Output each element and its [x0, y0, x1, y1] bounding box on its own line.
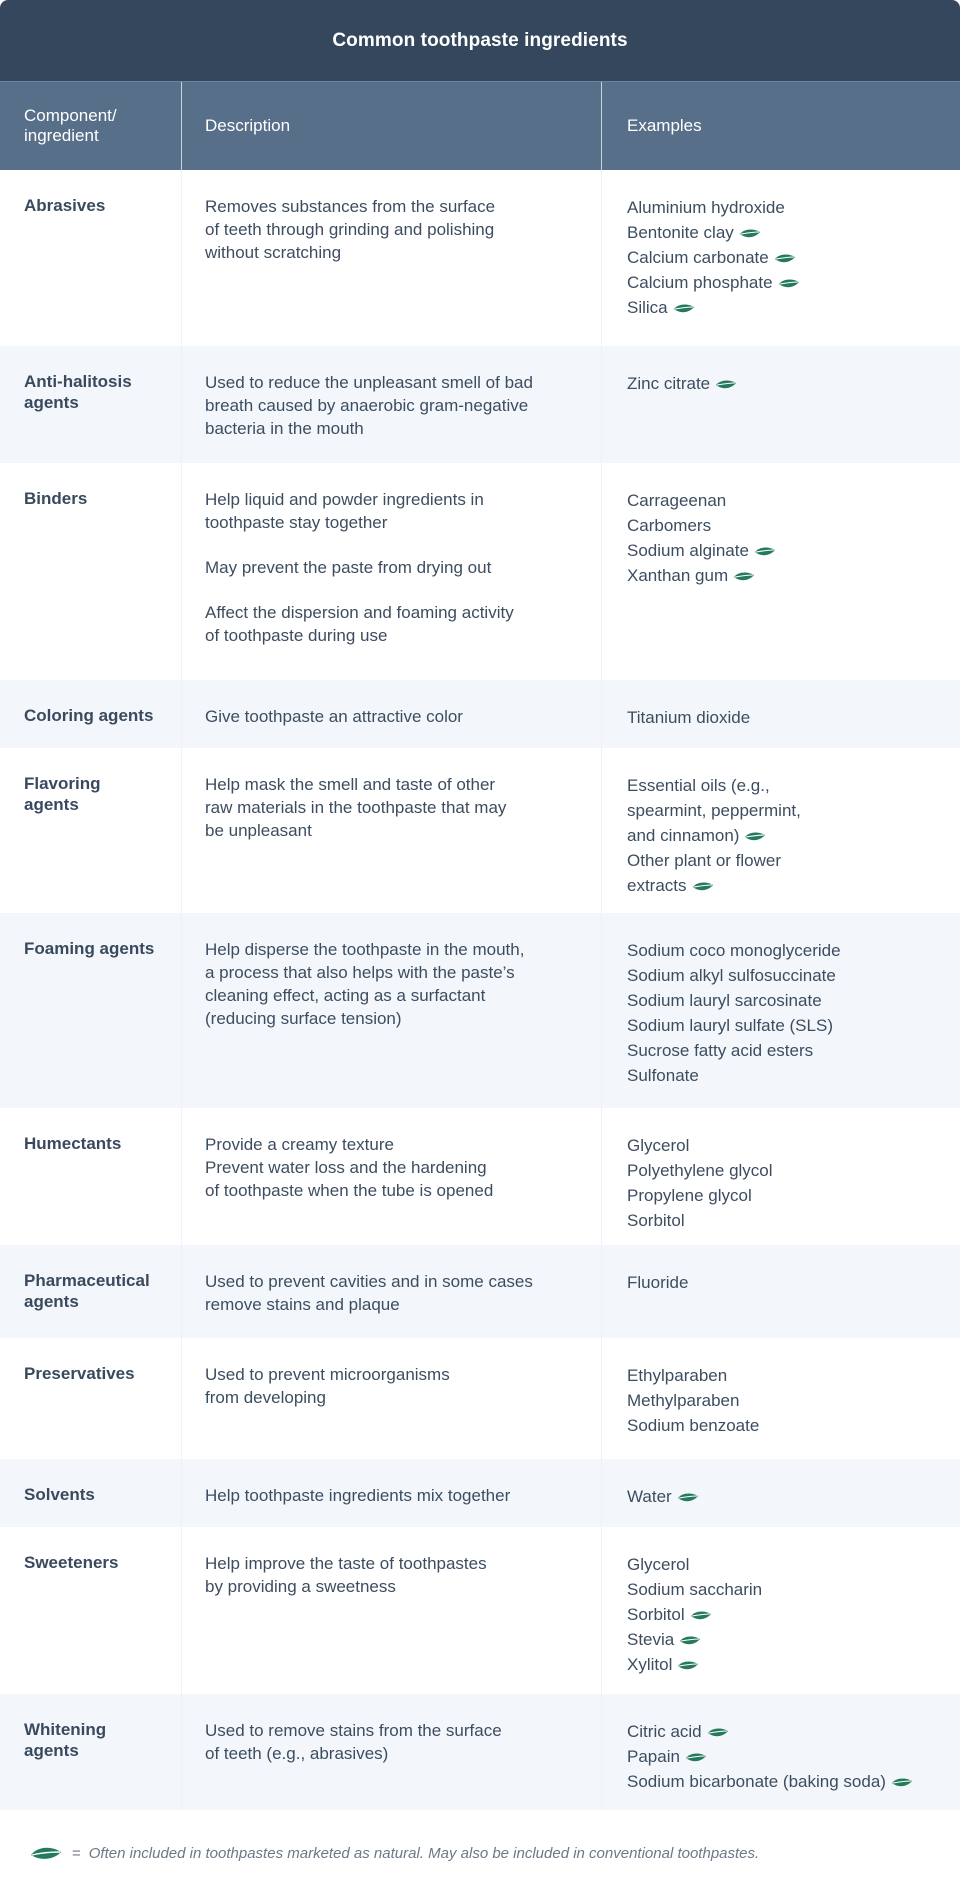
example-text: Stevia: [627, 1630, 675, 1649]
legend-note: Often included in toothpastes marketed as natural. May also be included in conventional toothpastes.: [88, 1844, 760, 1862]
description-cell: [182, 346, 602, 463]
example-text: Ethylparaben: [627, 1366, 728, 1385]
example-item: [627, 245, 960, 270]
table-row: [0, 913, 960, 1108]
example-item: [627, 1602, 960, 1627]
example-item: [627, 823, 960, 848]
examples-cell: [602, 346, 960, 463]
example-text: Other plant or flower: [627, 851, 782, 870]
example-item: [627, 848, 960, 873]
example-item: [627, 513, 960, 538]
description-paragraph: [205, 488, 589, 534]
leaf-icon: [774, 252, 796, 264]
component-name: agents: [24, 1741, 79, 1760]
description-cell: [182, 170, 602, 346]
example-item: [627, 1133, 960, 1158]
component-name: agents: [24, 1292, 79, 1311]
description-paragraph: [205, 556, 589, 579]
example-item: [627, 1744, 960, 1769]
example-item: [627, 1363, 960, 1388]
description-line: May prevent the paste from drying out: [205, 558, 492, 577]
example-item: [627, 773, 960, 798]
example-text: Aluminium hydroxide: [627, 198, 785, 217]
example-item: [627, 1552, 960, 1577]
example-text: extracts: [627, 876, 687, 895]
component-name: Whitening: [24, 1720, 107, 1739]
component-name: Binders: [24, 489, 88, 508]
leaf-icon: [739, 227, 761, 239]
example-text: Papain: [627, 1747, 680, 1766]
description-line: Give toothpaste an attractive color: [205, 707, 463, 726]
example-text: Sorbitol: [627, 1211, 685, 1230]
example-item: [627, 988, 960, 1013]
example-item: [627, 1038, 960, 1063]
example-item: [627, 1270, 960, 1295]
table-row: [0, 170, 960, 346]
description-paragraph: [205, 371, 589, 440]
component-cell: [0, 170, 182, 346]
component-name: Abrasives: [24, 196, 106, 215]
example-item: [627, 371, 960, 396]
examples-cell: [602, 1459, 960, 1527]
example-item: [627, 705, 960, 730]
examples-cell: [602, 1527, 960, 1694]
description-line: of teeth through grinding and polishing: [205, 220, 495, 239]
leaf-icon: [715, 378, 737, 390]
example-text: Xanthan gum: [627, 566, 729, 585]
description-line: Help improve the taste of toothpastes: [205, 1554, 487, 1573]
table-row: [0, 1459, 960, 1527]
component-name: Flavoring: [24, 774, 101, 793]
example-text: Sodium coco monoglyceride: [627, 941, 841, 960]
example-text: Fluoride: [627, 1273, 689, 1292]
example-item: [627, 1183, 960, 1208]
component-name: Coloring agents: [24, 706, 154, 725]
leaf-icon: [673, 302, 695, 314]
example-text: Sodium lauryl sarcosinate: [627, 991, 822, 1010]
description-line: Affect the dispersion and foaming activity: [205, 603, 514, 622]
component-cell: [0, 1245, 182, 1338]
examples-cell: [602, 1245, 960, 1338]
description-line: Used to reduce the unpleasant smell of bad: [205, 373, 533, 392]
component-cell: [0, 1338, 182, 1459]
description-line: Help disperse the toothpaste in the mouth,: [205, 940, 525, 959]
examples-cell: [602, 680, 960, 748]
example-text: Carrageenan: [627, 491, 727, 510]
examples-cell: [602, 170, 960, 346]
example-text: Polyethylene glycol: [627, 1161, 773, 1180]
description-cell: [182, 1338, 602, 1459]
example-item: [627, 538, 960, 563]
table-row: [0, 1338, 960, 1459]
header-component-line2: ingredient: [24, 126, 99, 145]
component-cell: [0, 1694, 182, 1810]
examples-cell: [602, 463, 960, 680]
example-text: Sucrose fatty acid esters: [627, 1041, 814, 1060]
example-item: [627, 1013, 960, 1038]
table-row: [0, 1527, 960, 1694]
example-item: [627, 195, 960, 220]
examples-cell: [602, 1338, 960, 1459]
example-text: Citric acid: [627, 1722, 702, 1741]
example-text: Sodium benzoate: [627, 1416, 760, 1435]
description-line: from developing: [205, 1388, 326, 1407]
description-line: cleaning effect, acting as a surfactant: [205, 986, 486, 1005]
example-item: [627, 270, 960, 295]
example-text: Glycerol: [627, 1555, 690, 1574]
example-item: [627, 1063, 960, 1088]
example-item: [627, 563, 960, 588]
legend-footer: [0, 1810, 960, 1896]
header-component-line1: Component/: [24, 106, 117, 125]
header-examples: Examples: [627, 116, 702, 135]
description-cell: [182, 680, 602, 748]
example-item: [627, 938, 960, 963]
example-text: Sorbitol: [627, 1605, 685, 1624]
example-item: [627, 1208, 960, 1233]
table-title-bar: [0, 0, 960, 81]
description-cell: [182, 1459, 602, 1527]
description-line: Help liquid and powder ingredients in: [205, 490, 484, 509]
description-paragraph: [205, 938, 589, 1030]
description-cell: [182, 1245, 602, 1338]
leaf-icon: [733, 570, 755, 582]
leaf-icon: [692, 880, 714, 892]
example-item: [627, 1769, 960, 1794]
leaf-icon: [679, 1634, 701, 1646]
component-name: Sweeteners: [24, 1553, 119, 1572]
example-item: [627, 1652, 960, 1677]
component-cell: [0, 1459, 182, 1527]
table-title: Common toothpaste ingredients: [332, 29, 628, 51]
example-text: Methylparaben: [627, 1391, 740, 1410]
example-text: Glycerol: [627, 1136, 690, 1155]
description-line: breath caused by anaerobic gram-negative: [205, 396, 529, 415]
example-text: Zinc citrate: [627, 374, 711, 393]
example-text: Propylene glycol: [627, 1186, 752, 1205]
example-text: Sodium alginate: [627, 541, 749, 560]
example-item: [627, 220, 960, 245]
component-cell: [0, 680, 182, 748]
component-cell: [0, 1527, 182, 1694]
component-name: Foaming agents: [24, 939, 155, 958]
example-text: Calcium phosphate: [627, 273, 773, 292]
leaf-icon: [690, 1609, 712, 1621]
example-item: [627, 488, 960, 513]
example-item: [627, 1158, 960, 1183]
leaf-icon: [30, 1844, 62, 1862]
example-item: [627, 873, 960, 898]
example-text: Carbomers: [627, 516, 712, 535]
description-line: a process that also helps with the paste’s: [205, 963, 515, 982]
description-line: of toothpaste during use: [205, 626, 388, 645]
description-cell: [182, 748, 602, 913]
component-cell: [0, 1108, 182, 1245]
leaf-icon: [685, 1751, 707, 1763]
example-text: and cinnamon): [627, 826, 740, 845]
table-row: [0, 1245, 960, 1338]
example-item: [627, 963, 960, 988]
description-line: Removes substances from the surface: [205, 197, 496, 216]
example-item: [627, 1627, 960, 1652]
example-item: [627, 1577, 960, 1602]
leaf-icon: [754, 545, 776, 557]
example-item: [627, 1388, 960, 1413]
table-row: [0, 346, 960, 463]
table-row: [0, 680, 960, 748]
table-row: [0, 1694, 960, 1810]
example-text: Water: [627, 1487, 672, 1506]
leaf-icon: [707, 1726, 729, 1738]
example-text: Sodium bicarbonate (baking soda): [627, 1772, 886, 1791]
component-name: Preservatives: [24, 1364, 135, 1383]
example-item: [627, 798, 960, 823]
example-text: Sodium saccharin: [627, 1580, 763, 1599]
description-paragraph: [205, 1270, 589, 1316]
description-line: Help mask the smell and taste of other: [205, 775, 496, 794]
table-row: [0, 1108, 960, 1245]
description-cell: [182, 1694, 602, 1810]
example-item: [627, 1719, 960, 1744]
description-line: (reducing surface tension): [205, 1009, 402, 1028]
example-text: Xylitol: [627, 1655, 673, 1674]
description-line: Provide a creamy texture: [205, 1135, 394, 1154]
description-line: Help toothpaste ingredients mix together: [205, 1486, 511, 1505]
component-name: agents: [24, 795, 79, 814]
description-paragraph: [205, 1484, 589, 1507]
example-text: Sulfonate: [627, 1066, 699, 1085]
description-paragraph: [205, 1552, 589, 1598]
leaf-icon: [677, 1491, 699, 1503]
component-cell: [0, 748, 182, 913]
leaf-icon: [891, 1776, 913, 1788]
examples-cell: [602, 748, 960, 913]
component-name: Humectants: [24, 1134, 122, 1153]
header-component: [0, 82, 182, 170]
component-cell: [0, 913, 182, 1108]
component-cell: [0, 463, 182, 680]
description-line: raw materials in the toothpaste that may: [205, 798, 507, 817]
component-name: Pharmaceutical: [24, 1271, 150, 1290]
example-text: Silica: [627, 298, 668, 317]
table-row: [0, 748, 960, 913]
description-cell: [182, 1527, 602, 1694]
examples-cell: [602, 1694, 960, 1810]
description-line: of teeth (e.g., abrasives): [205, 1744, 389, 1763]
description-paragraph: [205, 773, 589, 842]
example-text: Calcium carbonate: [627, 248, 769, 267]
description-paragraph: [205, 195, 589, 264]
component-name: Anti-halitosis: [24, 372, 132, 391]
leaf-icon: [744, 830, 766, 842]
example-text: Essential oils (e.g.,: [627, 776, 770, 795]
description-line: bacteria in the mouth: [205, 419, 364, 438]
example-text: Sodium alkyl sulfosuccinate: [627, 966, 836, 985]
description-line: of toothpaste when the tube is opened: [205, 1181, 494, 1200]
example-text: Bentonite clay: [627, 223, 734, 242]
description-paragraph: [205, 1719, 589, 1765]
description-paragraph: [205, 705, 589, 728]
description-cell: [182, 913, 602, 1108]
description-cell: [182, 463, 602, 680]
leaf-icon: [778, 277, 800, 289]
component-name: Solvents: [24, 1485, 95, 1504]
description-cell: [182, 1108, 602, 1245]
table-row: [0, 463, 960, 680]
example-text: Sodium lauryl sulfate (SLS): [627, 1016, 833, 1035]
description-line: Prevent water loss and the hardening: [205, 1158, 487, 1177]
component-name: agents: [24, 393, 79, 412]
description-paragraph: [205, 1133, 589, 1202]
description-line: toothpaste stay together: [205, 513, 388, 532]
legend-equals: =: [72, 1844, 81, 1862]
table-header-row: [0, 81, 960, 170]
examples-cell: [602, 913, 960, 1108]
header-description: Description: [182, 82, 602, 170]
example-text: Titanium dioxide: [627, 708, 751, 727]
description-paragraph: [205, 1363, 589, 1409]
example-item: [627, 295, 960, 320]
component-cell: [0, 346, 182, 463]
description-line: Used to remove stains from the surface: [205, 1721, 502, 1740]
description-paragraph: [205, 601, 589, 647]
description-line: Used to prevent cavities and in some cases: [205, 1272, 533, 1291]
description-line: Used to prevent microorganisms: [205, 1365, 450, 1384]
description-line: remove stains and plaque: [205, 1295, 400, 1314]
example-item: [627, 1413, 960, 1438]
example-item: [627, 1484, 960, 1509]
leaf-icon: [677, 1659, 699, 1671]
example-text: spearmint, peppermint,: [627, 801, 801, 820]
description-line: be unpleasant: [205, 821, 312, 840]
examples-cell: [602, 1108, 960, 1245]
description-line: without scratching: [205, 243, 342, 262]
description-line: by providing a sweetness: [205, 1577, 396, 1596]
